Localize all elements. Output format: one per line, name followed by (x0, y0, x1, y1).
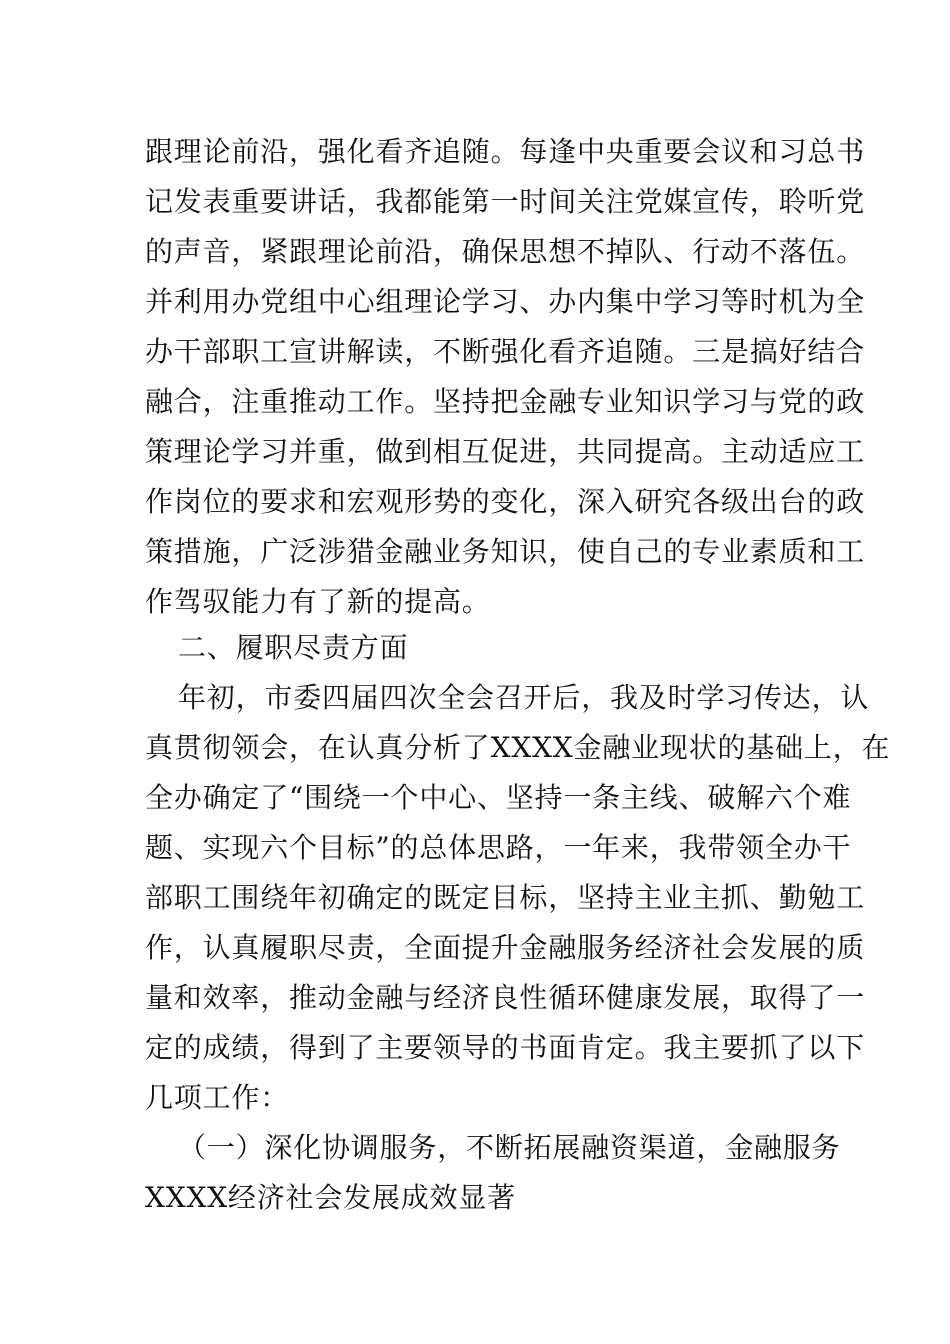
text-line: 策理论学习并重，做到相互促进，共同提高。主动适应工 (145, 435, 866, 468)
subsection-heading: （一）深化协调服务，不断拓展融资渠道，金融服务 (178, 1131, 841, 1164)
text-line: 作岗位的要求和宏观形势的变化，深入研究各级出台的政 (145, 485, 866, 518)
subsection-heading-continued: XXXX经济社会发展成效显著 (145, 1181, 516, 1214)
text-line: 作，认真履职尽责，全面提升金融服务经济社会发展的质 (145, 931, 866, 964)
text-line: 定的成绩，得到了主要领导的书面肯定。我主要抓了以下 (145, 1031, 866, 1064)
text-line: 策措施，广泛涉猎金融业务知识，使自己的专业素质和工 (145, 535, 866, 568)
text-line: 量和效率，推动金融与经济良性循环健康发展，取得了一 (145, 981, 866, 1014)
text-line: 记发表重要讲话，我都能第一时间关注党媒宣传，聆听党 (145, 185, 866, 218)
text-line: 题、实现六个目标”的总体思路，一年来，我带领全办干 (145, 831, 852, 864)
text-line: 办干部职工宣讲解读，不断强化看齐追随。三是搞好结合 (145, 335, 866, 368)
text-line: 年初，市委四届四次全会召开后，我及时学习传达，认 (178, 681, 870, 714)
text-line: 部职工围绕年初确定的既定目标，坚持主业主抓、勤勉工 (145, 881, 866, 914)
text-line: 的声音，紧跟理论前沿，确保思想不掉队、行动不落伍。 (145, 235, 866, 268)
text-line: 融合，注重推动工作。坚持把金融专业知识学习与党的政 (145, 385, 866, 418)
text-line: 真贯彻领会，在认真分析了XXXX金融业现状的基础上，在 (145, 731, 891, 764)
text-line: 几项工作： (145, 1081, 290, 1114)
text-line: 跟理论前沿，强化看齐追随。每逢中央重要会议和习总书 (145, 135, 866, 168)
text-line: 并利用办党组中心组理论学习、办内集中学习等时机为全 (145, 285, 866, 318)
text-line: 作驾驭能力有了新的提高。 (145, 585, 491, 618)
section-heading: 二、履职尽责方面 (178, 631, 409, 664)
text-line: 全办确定了“围绕一个中心、坚持一条主线、破解六个难 (145, 781, 852, 814)
